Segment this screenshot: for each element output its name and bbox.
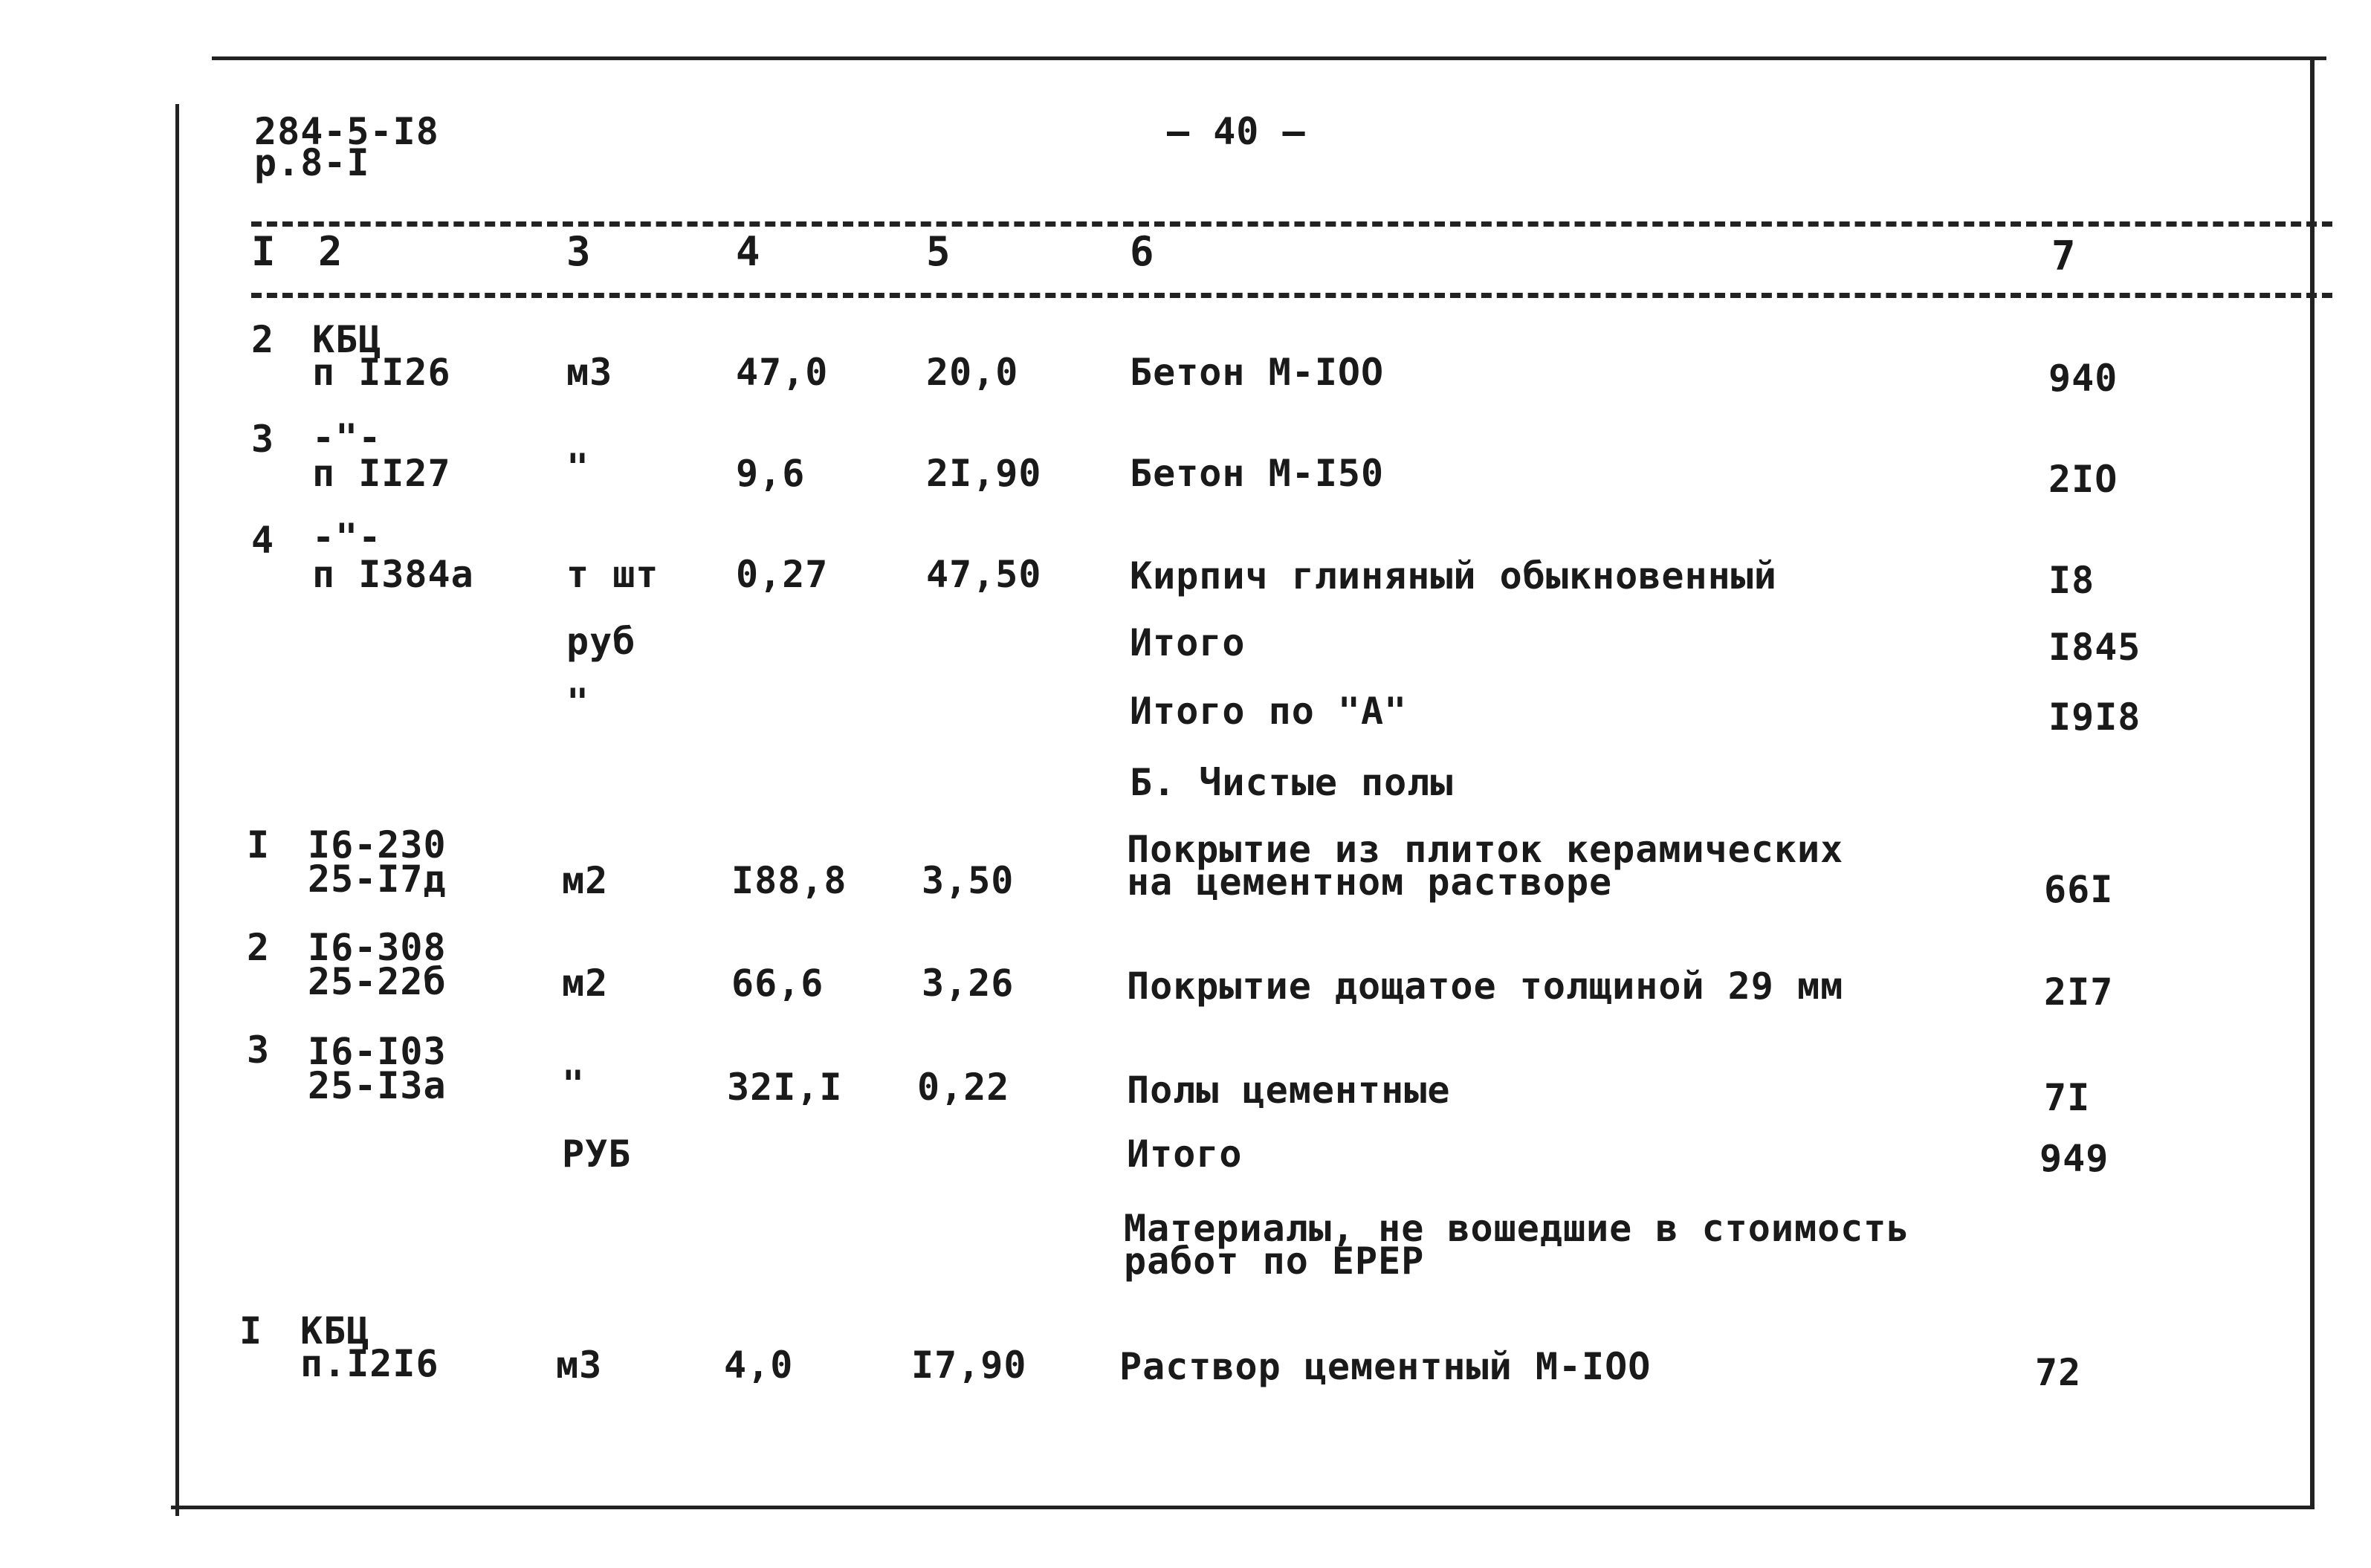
row-price: 2I,90: [926, 452, 1042, 495]
row-number: I: [239, 1309, 263, 1352]
row-total: 2IO: [2048, 458, 2118, 501]
row-total: I8: [2048, 559, 2095, 602]
col-header-3: 3: [566, 228, 592, 275]
row-price: 3,26: [922, 962, 1015, 1005]
row-code-ref: 25-22б: [308, 960, 447, 1003]
row-code-ref: п II27: [312, 452, 451, 495]
frame-left-border: [175, 104, 179, 1516]
row-number: 3: [251, 418, 275, 461]
row-unit: руб: [566, 620, 636, 663]
row-code: I6-230: [308, 823, 447, 866]
row-quantity: 47,0: [736, 351, 829, 394]
row-quantity: 9,6: [736, 452, 806, 495]
col-header-2: 2: [318, 228, 343, 275]
row-description: Раствор цементный М-IOO: [1119, 1345, 1652, 1388]
row-code: КБЦ: [312, 318, 382, 361]
table-header-bottom-rule: [251, 293, 2332, 298]
row-unit: м3: [566, 351, 613, 394]
row-code: -"-: [312, 416, 382, 459]
col-header-5: 5: [926, 228, 951, 275]
row-code: I6-I03: [308, 1030, 447, 1073]
row-description-cont: на цементном растворе: [1127, 861, 1613, 904]
col-header-7: 7: [2051, 233, 2077, 279]
row-total: 7I: [2044, 1076, 2091, 1119]
row-total: 66I: [2044, 868, 2114, 911]
frame-bottom-border: [171, 1506, 2315, 1509]
row-description: Бетон М-IOO: [1130, 351, 1385, 394]
col-header-4: 4: [736, 228, 761, 275]
row-total: 949: [2040, 1137, 2109, 1180]
row-quantity: 0,27: [736, 553, 829, 596]
section-heading: Б. Чистые полы: [1130, 761, 1454, 804]
row-code: I6-308: [308, 926, 447, 969]
row-code-ref: 25-I3а: [308, 1064, 447, 1107]
row-quantity: 66,6: [731, 962, 824, 1005]
row-code-ref: п.I2I6: [300, 1342, 439, 1385]
row-description: Покрытие из плиток керамических: [1127, 828, 1844, 871]
row-total: 72: [2035, 1351, 2082, 1394]
row-price: 20,0: [926, 351, 1019, 394]
row-description: Покрытие дощатое толщиной 29 мм: [1127, 965, 1844, 1008]
row-description: Кирпич глиняный обыкновенный: [1130, 554, 1777, 597]
row-unit: м3: [556, 1344, 603, 1387]
page-number: — 40 —: [1167, 110, 1306, 153]
row-unit: ": [566, 446, 590, 489]
row-code-ref: п I384а: [312, 553, 474, 596]
row-price: 3,50: [922, 859, 1015, 902]
row-unit: м2: [562, 859, 609, 902]
row-unit: ": [566, 681, 590, 724]
row-number: 4: [251, 519, 275, 562]
row-price: 47,50: [926, 553, 1042, 596]
row-number: 2: [247, 926, 271, 969]
row-unit: т шт: [566, 553, 659, 596]
row-description: Итого: [1127, 1133, 1243, 1176]
row-description: Бетон М-I50: [1130, 452, 1385, 495]
row-quantity: 4,0: [724, 1344, 794, 1387]
row-number: I: [247, 823, 271, 866]
table-header-top-rule: [251, 221, 2332, 227]
row-unit: РУБ: [562, 1133, 632, 1176]
row-total: I845: [2048, 626, 2141, 669]
doc-section: р.8-I: [254, 141, 370, 184]
row-number: 3: [247, 1028, 271, 1072]
row-price: 0,22: [917, 1066, 1010, 1109]
doc-number: 284-5-I8: [254, 110, 439, 153]
row-price: I7,90: [911, 1344, 1027, 1387]
frame-top-border: [212, 56, 2326, 60]
col-header-1: I: [251, 228, 276, 275]
row-description: Итого по "А": [1130, 690, 1408, 733]
row-number: 2: [251, 318, 275, 361]
row-description-cont: работ по ЕРЕР: [1124, 1240, 1425, 1283]
row-description: Итого: [1130, 621, 1246, 664]
row-total: 940: [2048, 357, 2118, 400]
row-code-ref: п II26: [312, 351, 451, 394]
frame-right-border: [2310, 56, 2315, 1506]
row-unit: м2: [562, 962, 609, 1005]
row-description: Материалы, не вошедшие в стоимость: [1124, 1207, 1910, 1250]
row-unit: ": [562, 1063, 586, 1106]
col-header-6: 6: [1130, 228, 1155, 275]
row-code: КБЦ: [300, 1309, 370, 1352]
row-quantity: I88,8: [731, 859, 847, 902]
row-quantity: 32I,I: [727, 1066, 843, 1109]
row-description: Полы цементные: [1127, 1069, 1451, 1112]
row-code-ref: 25-I7д: [308, 858, 447, 901]
row-total: I9I8: [2048, 696, 2141, 739]
row-total: 2I7: [2044, 971, 2114, 1014]
row-code: -"-: [312, 516, 382, 559]
